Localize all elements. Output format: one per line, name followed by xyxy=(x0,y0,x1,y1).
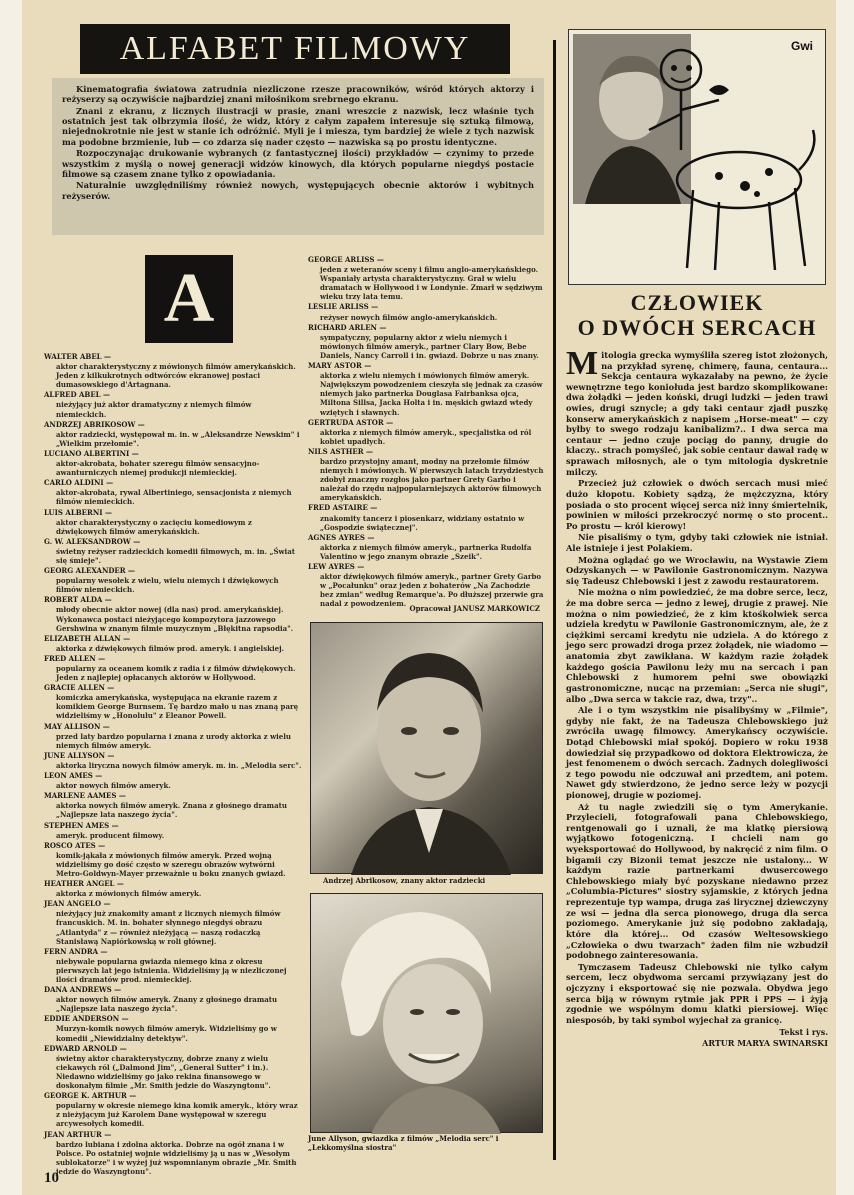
entry-name: WALTER ABEL — xyxy=(44,352,112,361)
dictionary-entry xyxy=(44,722,302,750)
article-signature xyxy=(566,1027,828,1047)
letter-block: A xyxy=(145,255,233,343)
intro-paragraph: Rozpoczynając drukowanie wybranych (z fantastycznej ilości) przykładów — czynimy to przede wszystkim z myślą o nowej generacji widzów kinowych, dla których popularne niegdyś postacie filmowe są czasem znane tylko z opowiadania. xyxy=(62,148,534,179)
dictionary-entry xyxy=(308,323,544,360)
entries-column-left xyxy=(44,352,302,1176)
entry-description: świetny aktor charakterystyczny, dobrze znany z wielu ciekawych ról („Dalmond Jim", „General Sutter" i in.). Niedawno widzieliśmy go jako rekina finansowego w doskonałym filmie „Mr. Smith jedzie do Waszyngtonu". xyxy=(56,1053,271,1091)
dictionary-entry xyxy=(44,352,302,389)
dictionary-entry xyxy=(44,390,302,418)
article-paragraph: Aż tu nagle zwiedzili się o tym Amerykanie. Przylecieli, fotografowali pana Chlebowskiego, rentgenowali go i uznali, że ma klatkę piersiową wyjątkowo fotogeniczną. I chcieli nam go wyeksportować do Hollywood, by nakręcić z nim film. O bigamii czy Bizonii temat jeszcze nie ustalony... W każdym razie partnerkami dwusercowego Chlebowskiego miały być pozyskane niedawno przez „Columbia-Pictures" siostry syjamskie, z których jedna reprezentuje typ wampa, druga zaś lirycznej dziewczyny ze wsi — jedna dla serca pionowego, druga dla serca poziomego. Amerykanie już się podobno zakładają, które dla której... Od czasów Weltesowskiego „Człowieka o dwu twarzach" żaden film nie wzbudził podobnego zainteresowania. xyxy=(566,801,828,961)
dictionary-entry xyxy=(308,562,544,608)
entry-name: JEAN ANGELO — xyxy=(44,899,111,909)
dictionary-entry xyxy=(308,533,544,561)
entry-name: STEPHEN AMES — xyxy=(44,820,119,830)
article-title-line-2: O DWÓCH SERCACH xyxy=(577,315,817,341)
entry-description: aktor charakterystyczny o zacięciu komediowym z dźwiękowych filmów amerykańskich. xyxy=(56,517,252,536)
portrait-allyson-illustration xyxy=(311,894,544,1134)
dictionary-entry xyxy=(308,447,544,503)
dictionary-entry xyxy=(44,537,302,565)
entry-description: aktorka z dźwiękowych filmów prod. ameryk. i angielskiej. xyxy=(56,643,285,653)
entry-description: aktor-akrobata, rywal Albertiniego, sensacjonista z niemych filmów niemieckich. xyxy=(56,488,292,507)
dictionary-entry xyxy=(44,1130,302,1176)
entry-description: znakomity tancerz i piosenkarz, widziany ostatnio w „Gospodzie świątecznej". xyxy=(320,513,525,532)
dictionary-entry xyxy=(44,899,302,945)
entry-name: FRED ALLEN — xyxy=(44,653,106,663)
dictionary-entry xyxy=(308,255,544,301)
entry-name: NILS ASTHER — xyxy=(308,446,373,456)
entry-name: DANA ANDREWS — xyxy=(44,985,122,995)
intro-paragraph: Znani z ekranu, z licznych ilustracji w prasie, znani wreszcie z nazwisk, lecz właśnie tych ostatnich jest tak olbrzymia ilość, że widz, który z całym zapałem interesuje się sztuką filmową, niejednokrotnie nie jest w stanie ich odróżnić. Myli je i miesza, tym bardziej że wiele z tych nazwisk ma podobne brzmienie, lub — co zdarza się nader często — nazwiska są po prostu identyczne. xyxy=(62,105,534,147)
entry-description: komiczka amerykańska, występująca na ekranie razem z komikiem George Burnsem. Tę bardzo mało u nas znaną parę widzieliśmy w „Honolulu" z Eleanor Powell. xyxy=(56,693,299,721)
entry-description: przed laty bardzo popularna i znana z urody aktorka z wielu niemych filmów ameryk. xyxy=(56,731,291,750)
dictionary-entry xyxy=(44,508,302,536)
entry-description: bardzo przystojny amant, modny na przełomie filmów niemych i mówionych. W pierwszych latach trzydziestych zdobył znaczny rozgłos jako partner Grety Garbo i należał do rzędu najpopularniejszych aktorów filmowych amerykańskich. xyxy=(320,456,544,503)
signature-line-1: Tekst i rys. xyxy=(779,1027,828,1038)
entry-description: reżyser nowych filmów anglo-amerykańskich. xyxy=(320,312,498,322)
entry-name: GERTRUDA ASTOR — xyxy=(308,417,394,427)
dictionary-entry xyxy=(44,449,302,477)
centaur-cartoon xyxy=(568,29,826,285)
entry-description: aktorka z wielu niemych i mówionych filmów ameryk. Największym powodzeniem cieszyła się jednak za czasów niemych jako partnerka Douglasa Fairbanksa ojca, Miltona Sillsa, Jacka Holta i in. męskich gwiazd wtedy wziętych i sławnych. xyxy=(320,371,543,417)
illustrator-signature: Gwi xyxy=(791,39,814,53)
entry-name: GRACIE ALLEN — xyxy=(44,683,115,693)
entry-description: aktorka z mówionych filmów ameryk. xyxy=(56,889,202,899)
entry-description: aktor radziecki, występował m. in. w „Aleksandrze Newskim" i „Wielkim przełomie". xyxy=(56,429,300,448)
dictionary-entry xyxy=(44,841,302,878)
entry-description: popularny w okresie niemego kina komik ameryk., który wraz z nieżyjącym już Karolem Dane występował w szeregu arcywesołych komedii. xyxy=(56,1101,298,1129)
entry-description: aktor nowych filmów ameryk. xyxy=(56,781,171,791)
dictionary-entry xyxy=(44,566,302,594)
entry-description: aktorka z niemych filmów ameryk., partnerka Rudolfa Valentino w jego znanym obrazie „Szeik". xyxy=(320,542,532,561)
article-paragraph: Można oglądać go we Wrocławiu, na Wystawie Ziem Odzyskanych — w Pawilonie Gastronomicznym. Nazywa się Tadeusz Chlebowski i jest z zawodu restauratorem. xyxy=(566,554,828,586)
dictionary-entry xyxy=(308,302,544,321)
portrait-photo-allyson xyxy=(310,893,543,1133)
dictionary-entry xyxy=(44,478,302,506)
entry-description: nieżyjący już aktor dramatyczny z niemych filmów niemieckich. xyxy=(56,400,252,419)
entry-description: aktor nowych filmów ameryk. Znany z głośnego dramatu „Najlepsze lata naszego życia". xyxy=(56,995,278,1014)
article-paragraph: Przecież już człowiek o dwóch sercach musi mieć dużo kłopotu. Kobiety sądzą, że mężczyzna, który posiada o sto procent więcej serca niż inny śmiertelnik, powinien w miłości przekroczyć normę o sto procent.. Po prostu — król kierowy! xyxy=(566,478,828,531)
entry-name: GEORG ALEXANDER — xyxy=(44,566,136,576)
entry-description: aktorka z niemych filmów ameryk., specjalistka od ról kobiet upadłych. xyxy=(320,427,532,446)
intro-paragraph: Naturalnie uwzględniliśmy również nowych, występujących obecnie aktorów i wybitnych reżyserów. xyxy=(62,180,534,201)
article-paragraph: Ale i o tym wszystkim nie pisalibyśmy w „Filmie", gdyby nie fakt, że na Tadeusza Chlebowskiego już zwróciła uwagę filmowcy. Amerykańscy oczywiście. Dotąd Chlebowski miał spokój. Dopiero w roku 1938 dowiedział się przypadkowo od doktora Elektrowicza, że jest fenomenem o dwóch sercach. Żadnych dolegliwości z tego powodu nie odczuwał ani przedtem, ani potem. Nawet gdy stwierdzono, że jedno serce leży w pozycji pionowej, drugie w poziomej. xyxy=(566,705,828,800)
entry-description: niebywale popularna gwiazda niemego kina z okresu pierwszych lat jego istnienia. Widzieliśmy ją w niezliczonej ilości dramatów prod. niemieckiej. xyxy=(56,956,287,984)
article-title-line-1: CZŁOWIEK xyxy=(630,290,764,315)
photo-caption-allyson: June Allyson, gwiazdka z filmów „Melodia serc" i „Lekkomyślna siostra" xyxy=(308,1134,499,1152)
column-divider xyxy=(553,40,556,1160)
dictionary-entry xyxy=(44,654,302,682)
entry-name: MARLENE AAMES — xyxy=(44,791,126,801)
dictionary-entry xyxy=(308,418,544,446)
dictionary-entry xyxy=(308,503,544,531)
article-paragraph: Nie pisaliśmy o tym, gdyby taki człowiek nie istniał. Ale istnieje i jest Polakiem. xyxy=(566,532,828,553)
dictionary-entry xyxy=(44,683,302,720)
article-paragraph: Mitologia grecka wymyśliła szereg istot złożonych, na przykład syrenę, chimerę, fauna, centaura... Sekcja centaura wykazałaby na pewno, że życie wewnętrzne tego koniołuda jest bardzo skomplikowane: dwa żołądki — jeden koński, drugi ludzki — jeden trawi owies, drugi sznycle; a gdy taki centaur zjadł puszkę konserw amerykańskich z napisem „Horse-meat" — czy byłby to swego rodzaju kanibalizm?.. I dwa serca ma centaur — jedno czuje pociąg do panny, drugie do klaczy.. strach pomyśleć, jak sobie centaur dawał radę w sprawach miłosnych, ale o tym mitologia dyskretnie milczy. xyxy=(566,345,828,477)
article-paragraph: Tymczasem Tadeusz Chlebowski nie tylko całym sercem, lecz obydwoma sercami przywiązany jest do ojczyzny i eksportować się nie pozwala. Obydwa jego serca biją w równym rytmie jak PPR i PPS — i żyją zgodnie we wspólnym domu klatki piersiowej. Więc niesposób, by taki symbol wyjechał za granicę. xyxy=(566,961,828,1025)
entry-description: Murzyn-komik nowych filmów ameryk. Widzieliśmy go w komedii „Niewidzialny detektyw". xyxy=(56,1024,277,1043)
entry-name: FRED ASTAIRE — xyxy=(308,503,378,513)
entry-name: ELIZABETH ALLAN — xyxy=(44,633,131,643)
intro-box xyxy=(52,78,544,235)
entry-name: GEORGE ARLISS — xyxy=(308,255,384,264)
dictionary-entry xyxy=(44,821,302,840)
entry-name: ROSCO ATES — xyxy=(44,840,106,850)
entry-name: ANDRZEJ ABRIKOSOW — xyxy=(44,419,145,429)
article-title xyxy=(568,290,826,341)
dictionary-entry xyxy=(44,985,302,1013)
dictionary-entry xyxy=(44,879,302,898)
centaur-cartoon-drawing xyxy=(569,30,827,286)
dictionary-entry xyxy=(44,634,302,653)
entry-description: młody obecnie aktor nowej (dla nas) prod. amerykańskiej. Wykonawca postaci nieżyjącego kompozytora jazzowego Gershwina w znanym filmie muzycznym „Błękitna rapsodia". xyxy=(56,605,294,633)
dictionary-entry xyxy=(44,1044,302,1090)
intro-paragraph: Kinematografia światowa zatrudnia niezliczone rzesze pracowników, wśród których aktorzy i reżyserzy są oczywiście najbardziej znani miłośnikom srebrnego ekranu. xyxy=(62,84,534,105)
entry-description: aktorka nowych filmów ameryk. Znana z głośnego dramatu „Najlepsze lata naszego życia". xyxy=(56,801,287,820)
entry-description: komik-jąkała z mówionych filmów ameryk. Przed wojną widzieliśmy go dość często w szeregu obrazów wytwórni Metro-Goldwyn-Mayer przeważnie u boku znanych gwiazd. xyxy=(56,850,286,878)
article-paragraph: Nie można o nim powiedzieć, że ma dobre serce, lecz, że ma dobre serca — jedno z lewej, drugie z prawej. Nie można o nim powiedzieć, że z kim ktośkolwiek serca udziela kredytu w Pawilonie Gastronomicznym, ale, że z ciężkimi sercami kredytu nie udziela. A do którego z jego serc prowadzi droga przez żołądek, nie wiadomo — anatomia zbyt zawikłana. W każdym razie żołądek każdego gościa Pawilonu leży mu na sercach i pan Chlebowski z humorem pełni swe obowiązki gastronomiczne, nucąc na przemian: „Serca nie sługi", albo „Dwa serca w takcie raz, dwa, trzy".. xyxy=(566,587,828,704)
entry-description: jeden z weteranów sceny i filmu anglo-amerykańskiego. Wspaniały artysta charakterystyczny. Grał w wielu dramatach w Hollywood i w Londynie. Zmarł w sędziwym wieku trzy lata temu. xyxy=(320,265,543,302)
dictionary-entry xyxy=(44,1014,302,1042)
entry-name: AGNES AYRES — xyxy=(308,532,375,542)
compiler-credit: Opracował JANUSZ MARKOWICZ xyxy=(409,604,540,613)
entry-name: LUIS ALBERNI — xyxy=(44,507,112,517)
entry-name: EDWARD ARNOLD — xyxy=(44,1043,127,1053)
entry-name: FERN ANDRA — xyxy=(44,946,108,956)
dictionary-entry xyxy=(44,1091,302,1128)
entry-name: RICHARD ARLEN — xyxy=(308,322,387,332)
photo-caption-abrikosow: Andrzej Abrikosow, znany aktor radziecki xyxy=(323,876,486,885)
entry-name: JEAN ARTHUR — xyxy=(44,1129,112,1139)
entry-name: GEORGE K. ARTHUR — xyxy=(44,1091,137,1101)
entry-name: EDDIE ANDERSON — xyxy=(44,1014,129,1024)
entry-name: LEW AYRES — xyxy=(308,562,365,571)
page-edge-left xyxy=(0,0,22,1195)
signature-line-2: ARTUR MARYA SWINARSKI xyxy=(702,1037,828,1048)
page-number: 10 xyxy=(44,1170,59,1186)
entry-name: G. W. ALEKSANDROW — xyxy=(44,536,141,546)
entry-name: ROBERT ALDA — xyxy=(44,595,112,605)
masthead-title: ALFABET FILMOWY xyxy=(80,24,510,74)
article-body xyxy=(566,345,828,1150)
entry-name: MARY ASTOR — xyxy=(308,361,372,371)
dictionary-entry xyxy=(44,947,302,984)
entry-description: aktorka liryczna nowych filmów ameryk. m. in. „Melodia serc". xyxy=(56,760,302,770)
drop-cap: M xyxy=(566,345,599,382)
dictionary-entry xyxy=(44,791,302,819)
portrait-abrikosow-illustration xyxy=(311,623,544,875)
dictionary-entry xyxy=(44,771,302,790)
dictionary-entry xyxy=(44,751,302,770)
entry-name: CARLO ALDINI — xyxy=(44,478,114,488)
entry-description: aktor-akrobata, bohater szeregu filmów sensacyjno-awanturniczych niemej produkcji niemieckiej. xyxy=(56,459,260,478)
entry-name: LUCIANO ALBERTINI — xyxy=(44,448,139,458)
entry-name: JUNE ALLYSON — xyxy=(44,750,115,760)
entry-description: aktor dźwiękowych filmów ameryk., partner Grety Garbo w „Pocałunku" oraz jeden z bohaterów „Na Zachodzie bez zmian" według Remarque'a. Po dłuższej przerwie gra nadal z powodzeniem. xyxy=(320,572,544,609)
entry-description: popularny za oceanem komik z radia i z filmów dźwiękowych. Jeden z najlepiej opłacanych aktorów w Hollywood. xyxy=(56,664,296,683)
entry-name: HEATHER ANGEL — xyxy=(44,879,124,889)
entry-description: bardzo lubiana i zdolna aktorka. Dobrze na ogół znana i w Polsce. Po ostatniej wojnie widzieliśmy ją u nas w „Wesołym sublokatorze" i w wyżej już wspomnianym obrazie „Mr. Smith jedzie do Waszyngtonu". xyxy=(56,1139,297,1176)
entry-description: sympatyczny, popularny aktor z wielu niemych i mówionych filmów ameryk., partner Clary Bow, Bebe Daniels, Nancy Carroll i in. gwiazd. Dobrze u nas znany. xyxy=(320,332,539,360)
page-edge-right xyxy=(836,0,854,1195)
entry-description: ameryk. producent filmowy. xyxy=(56,830,165,840)
entry-description: nieżyjący już znakomity amant z licznych niemych filmów francuskich. M. in. bohater słynnego niegdyś obrazu „Atlantyda" z — również nieżyjącą — naszą rodaczką Stanisławą Napiórkowską w roli głównej. xyxy=(56,909,281,946)
dictionary-entry xyxy=(44,420,302,448)
entry-name: MAY ALLISON — xyxy=(44,721,110,731)
entry-name: LESLIE ARLISS — xyxy=(308,302,379,312)
entry-name: LEON AMES — xyxy=(44,771,103,781)
portrait-photo-abrikosow xyxy=(310,622,543,874)
entry-description: aktor charakterystyczny z mówionych filmów amerykańskich. Jeden z kilkukrotnych odtwórców ekranowej postaci dumasowskiego d'Artagnana. xyxy=(56,362,296,390)
dictionary-entry xyxy=(44,595,302,632)
entry-description: świetny reżyser radzieckich komedii filmowych, m. in. „Świat się śmieje". xyxy=(56,546,295,565)
entries-column-right xyxy=(308,255,544,615)
entry-name: ALFRED ABEL — xyxy=(44,390,111,400)
entry-description: popularny wesołek z wielu, wielu niemych i dźwiękowych filmów niemieckich. xyxy=(56,576,279,595)
dictionary-entry xyxy=(308,361,544,417)
